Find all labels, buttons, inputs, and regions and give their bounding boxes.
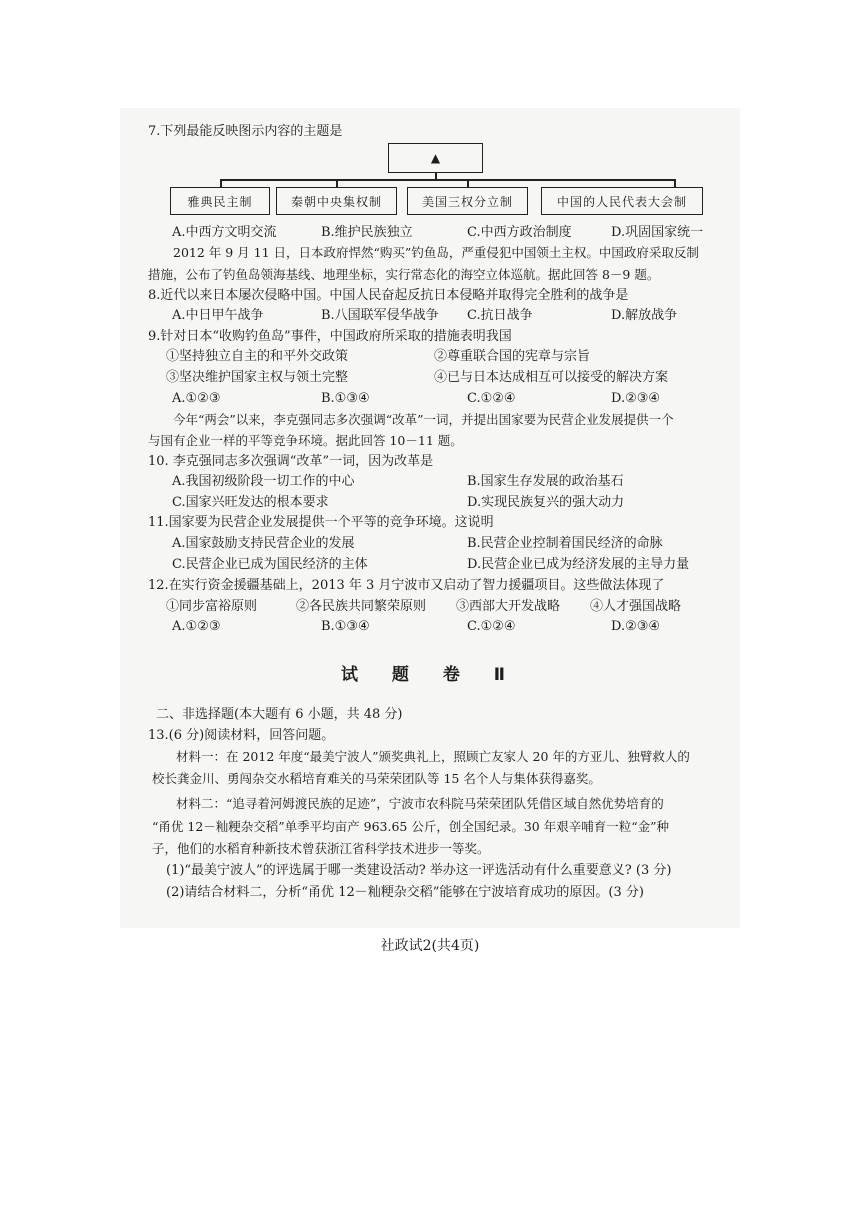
material-8-9-line-1: 2012 年 9 月 11 日，日本政府悍然“购买”钓鱼岛，严重侵犯中国领土主权。中国政府采取反制 [173, 245, 699, 260]
q12-option-a: A.①②③ [172, 619, 221, 634]
q13-material1-line-1: 材料一：在 2012 年度“最美宁波人”颁奖典礼上，照顾亡友家人 20 年的方亚儿、独臂救人的 [176, 749, 690, 764]
q7-option-c: C.中西方政治制度 [467, 225, 572, 240]
diagram-top-box: ▲ [388, 143, 483, 173]
q7-stem: 7.下列最能反映图示内容的主题是 [148, 124, 343, 139]
q13-stem: 13.(6 分)阅读材料，回答问题。 [148, 728, 335, 743]
material-10-11-line-2: 与国有企业一样的平等竞争环境。据此回答 10－11 题。 [148, 433, 463, 448]
diagram-leg-3 [467, 179, 469, 187]
q10-stem: 10. 李克强同志多次强调“改革”一词，因为改革是 [148, 454, 434, 469]
q10-option-b: B.国家生存发展的政治基石 [467, 474, 624, 489]
q11-stem: 11.国家要为民营企业发展提供一个平等的竞争环境。这说明 [148, 515, 494, 530]
diagram-box-us: 美国三权分立制 [407, 187, 528, 215]
q7-option-a: A.中西方文明交流 [172, 225, 277, 240]
q12-option-b: B.①③④ [321, 619, 370, 634]
diagram-leg-4 [674, 179, 676, 187]
section-2-intro: 二、非选择题(本大题有 6 小题，共 48 分) [156, 707, 403, 722]
section-2-heading: 试 题 卷 Ⅱ [341, 665, 519, 685]
diagram-box-athens: 雅典民主制 [170, 187, 270, 215]
diagram-box-qin: 秦朝中央集权制 [276, 187, 397, 215]
q13-material2-line-1: 材料二：“追寻着河姆渡民族的足迹”，宁波市农科院马荣荣团队凭借区域自然优势培育的 [176, 796, 664, 811]
q11-option-d: D.民营企业已成为经济发展的主导力量 [467, 557, 690, 572]
q9-item-4: ④已与日本达成相互可以接受的解决方案 [434, 370, 669, 385]
q11-option-b: B.民营企业控制着国民经济的命脉 [467, 536, 663, 551]
q9-option-a: A.①②③ [172, 391, 221, 406]
diagram-leg-1 [220, 179, 222, 187]
q9-option-d: D.②③④ [611, 391, 661, 406]
q13-material2-line-2: “甬优 12－籼粳杂交稻”单季平均亩产 963.65 公斤，创全国纪录。30 年艰辛哺育一粒“金”种 [152, 819, 670, 834]
material-8-9-line-2: 措施，公布了钓鱼岛领海基线、地理坐标，实行常态化的海空立体巡航。据此回答 8－9 题。 [148, 267, 660, 282]
material-10-11-line-1: 今年“两会”以来，李克强同志多次强调“改革”一词，并提出国家要为民营企业发展提供一个 [173, 412, 674, 427]
q9-stem: 9.针对日本“收购钓鱼岛”事件，中国政府所采取的措施表明我国 [148, 329, 512, 344]
diagram-branch-line [220, 179, 675, 181]
page-footer: 社政试2(共4页) [380, 938, 480, 954]
q8-option-c: C.抗日战争 [467, 308, 533, 323]
q8-option-b: B.八国联军侵华战争 [321, 308, 439, 323]
diagram-leg-2 [336, 179, 338, 187]
q11-option-a: A.国家鼓励支持民营企业的发展 [172, 536, 355, 551]
q12-item-3: ③西部大开发战略 [456, 599, 561, 614]
q12-item-1: ①同步富裕原则 [166, 599, 258, 614]
q13-sub-question-1: (1)“最美宁波人”的评选属于哪一类建设活动? 举办这一评选活动有什么重要意义? (3 分) [166, 863, 672, 878]
q13-material2-line-3: 子，他们的水稻育种新技术曾获浙江省科学技术进步一等奖。 [152, 841, 490, 856]
q12-option-d: D.②③④ [611, 619, 661, 634]
q13-sub-question-2: (2)请结合材料二，分析“甬优 12－籼粳杂交稻”能够在宁波培育成功的原因。(3 分) [166, 885, 644, 900]
q12-stem: 12.在实行资金援疆基础上，2013 年 3 月宁波市又启动了智力援疆项目。这些做法体现了 [148, 578, 665, 593]
q11-option-c: C.民营企业已成为国民经济的主体 [172, 557, 368, 572]
q7-option-d: D.巩固国家统一 [611, 225, 704, 240]
q7-option-b: B.维护民族独立 [321, 225, 413, 240]
q12-item-4: ④人才强国战略 [590, 599, 682, 614]
q9-item-3: ③坚决维护国家主权与领土完整 [166, 370, 349, 385]
q8-stem: 8.近代以来日本屡次侵略中国。中国人民奋起反抗日本侵略并取得完全胜利的战争是 [148, 288, 629, 303]
q10-option-c: C.国家兴旺发达的根本要求 [172, 495, 329, 510]
q10-option-a: A.我国初级阶段一切工作的中心 [172, 474, 355, 489]
q9-option-b: B.①③④ [321, 391, 370, 406]
diagram-box-china: 中国的人民代表大会制 [541, 187, 703, 215]
q8-option-d: D.解放战争 [611, 308, 678, 323]
q10-option-d: D.实现民族复兴的强大动力 [467, 495, 625, 510]
q9-item-1: ①坚持独立自主的和平外交政策 [166, 349, 349, 364]
q12-item-2: ②各民族共同繁荣原则 [296, 599, 427, 614]
q13-material1-line-2: 校长龚金川、勇闯杂交水稻培育难关的马荣荣团队等 15 名个人与集体获得嘉奖。 [152, 771, 601, 786]
q8-option-a: A.中日甲午战争 [172, 308, 264, 323]
q9-item-2: ②尊重联合国的宪章与宗旨 [434, 349, 591, 364]
q12-option-c: C.①②④ [467, 619, 516, 634]
q9-option-c: C.①②④ [467, 391, 516, 406]
